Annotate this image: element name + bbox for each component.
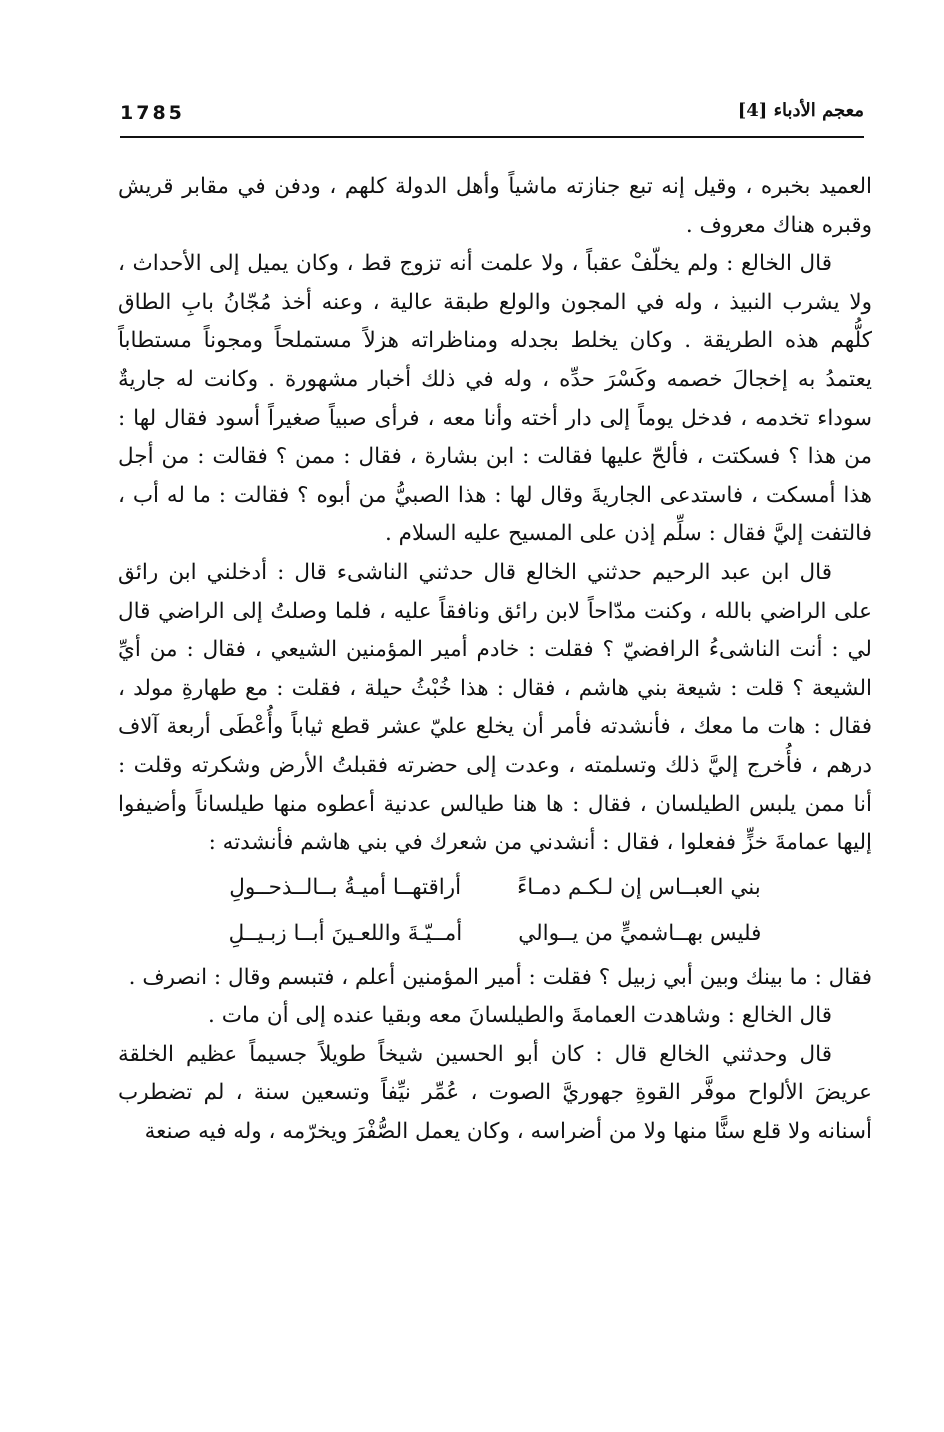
page-header (120, 96, 864, 138)
poem-verse-1-second-hemistich: أراقتهــا أميـةُ بــالــذحــولِ (229, 874, 462, 900)
paragraph-1: العميد بخبره ، وقيل إنه تبع جنازته ماشياً وأهل الدولة كلهم ، ودفن في مقابر قريش وقبره هناك معروف . (118, 174, 872, 238)
paragraph-6: قال وحدثني الخالع قال : كان أبو الحسين شيخاً طويلاً جسيماً عظيم الخلقة عريضَ الألواح موفَّر القوةِ جهوريَّ الصوت ، عُمِّر نيِّفاً وتسعين سنة ، لم تضطرب أسنانه ولا قلع سنًّا منها ولا من أضراسه ، وكان يعمل الصُّفْرَ ويخرّمه ، وله فيه صنعة (118, 1041, 872, 1145)
paragraph-5: قال الخالع : وشاهدت العمامةَ والطيلسانَ معه وبقيا عنده إلى أن مات . (208, 1003, 832, 1029)
poem-verse-1-first-hemistich: بني العبــاس إن لـكـم دمـاءً (517, 874, 761, 900)
paragraph-3: قال ابن عبد الرحيم حدثني الخالع قال حدثني الناشىء قال : أدخلني ابن رائق على الراضي بالله ، وكنت مدّاحاً لابن رائق ونافقاً عليه ، فلما وصلتُ إلى الراضي قال لي : أنت الناشىءُ الرافضيّ ؟ فقلت : خادم أمير المؤمنين الشيعي ، فقال : من أيِّ الشيعة ؟ قلت : شيعة بني هاشم ، فقال : هذا خُبْثُ حيلة ، فقلت : مع طهارةِ مولد ، فقال : هات ما معك ، فأنشدته فأمر أن يخلع عليّ عشر قطع ثياباً وأُعْطَى أربعة آلاف درهم ، فأُخرج إليَّ ذلك وتسلمته ، وعدت إلى حضرته فقبلتُ الأرض وشكرته وقلت : أنا ممن يلبس الطيلسان ، فقال : ها هنا طيالس عدنية أعطوه منها طيلساناً وأضيفوا إليها عمامةَ خزٍّ ففعلوا ، فقال : أنشدني من شعرك في بني هاشم فأنشدته : (118, 559, 872, 856)
paragraph-4: فقال : ما بينك وبين أبي زبيل ؟ فقلت : أمير المؤمنين أعلم ، فتبسم وقال : انصرف . (128, 964, 872, 990)
poem (118, 863, 872, 959)
paragraph-2: قال الخالع : ولم يخلّفْ عقباً ، ولا علمت أنه تزوج قط ، وكان يميل إلى الأحداث ، ولا يشرب النبيذ ، وله في المجون والولع طبقة عالية ، وعنه أخذ مُجّانُ بابِ الطاق كلُّهم هذه الطريقة . وكان يخلط بجدله ومناظراته هزلاً مستملحاً ومجوناً مستطاباً يعتمدُ به إخجالَ خصمه وكَسْرَ حدِّه ، وله في ذلك أخبار مشهورة . وكانت له جاريةٌ سوداء تخدمه ، فدخل يوماً إلى دار أخته وأنا معه ، فرأى صبياً صغيراً أسود فقال لها : من هذا ؟ فسكتت ، فألحّ عليها فقالت : ابن بشارة ، فقال : ممن ؟ فقالت : من أجل هذا أمسكت ، فاستدعى الجاريةَ وقال لها : هذا الصبيُّ من أبوه ؟ فقالت : ما له أب ، فالتفت إليَّ فقال : سلِّم إذن على المسيح عليه السلام . (118, 251, 872, 547)
poem-verse-2-second-hemistich: أمــيّـةَ واللعـينَ أبــا زبـيــلِ (228, 920, 463, 946)
page-body (118, 168, 872, 1152)
poem-verse-2-first-hemistich: فليس بهــاشميٍّ من يــوالي (518, 920, 762, 946)
page-number: 1785 (120, 102, 185, 124)
poem-verse-2 (118, 911, 872, 957)
poem-verse-1 (118, 865, 872, 911)
running-title: معجم الأدباء [4] (737, 100, 864, 121)
